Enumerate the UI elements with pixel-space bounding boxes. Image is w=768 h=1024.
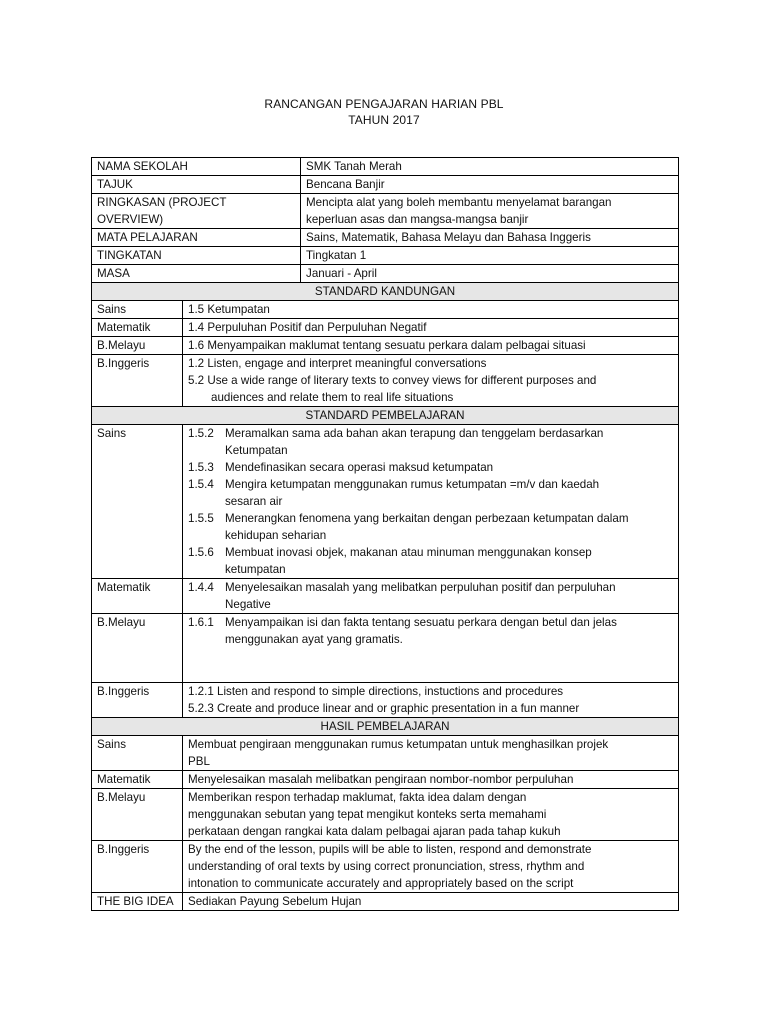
sp-item-number: 1.6.1 [188,616,214,629]
row-hp-matematik [92,771,679,789]
nama-sekolah-value: SMK Tanah Merah [301,158,679,176]
sp-item-number: 1.4.4 [188,581,214,594]
hp-binggeris-line3: intonation to communicate accurately and appropriately based on the script [188,877,574,890]
sp-item-line1: Menyelesaikan masalah yang melibatkan perpuluhan positif dan perpuluhan [225,581,616,594]
sp-sains-item [188,510,673,544]
sp-sains-item [188,425,673,459]
ringkasan-label-line1: RINGKASAN (PROJECT [97,196,227,209]
sp-item-line2: Negative [225,598,271,611]
row-sp-header [92,407,679,425]
row-nama-sekolah [92,158,679,176]
hp-matematik-label: Matematik [92,771,183,789]
sp-item-line1: Menerangkan fenomena yang berkaitan dengan perbezaan ketumpatan dalam [225,512,629,525]
blank-space [188,648,673,682]
mata-pelajaran-value: Sains, Matematik, Bahasa Melayu dan Bahasa Inggeris [301,229,679,247]
mata-pelajaran-label: MATA PELAJARAN [92,229,301,247]
ringkasan-label-line2: OVERVIEW) [97,213,164,226]
row-hp-sains [92,736,679,771]
tajuk-value: Bencana Banjir [301,176,679,194]
row-ringkasan [92,194,679,229]
sp-sains-item [188,544,673,578]
row-sk-header [92,283,679,301]
sp-item-text [225,579,673,613]
hp-sains-label: Sains [92,736,183,771]
row-hp-binggeris [92,841,679,893]
sp-binggeris-line1: 1.2.1 Listen and respond to simple directions, instuctions and procedures [188,685,564,698]
sp-item-number: 1.5.6 [188,546,214,559]
hp-bmelayu-line1: Memberikan respon terhadap maklumat, fakta idea dalam dengan [188,791,527,804]
hp-bmelayu-line2: menggunakan sebutan yang tepat mengikut konteks serta memahami [188,808,547,821]
hp-sains-line1: Membuat pengiraan menggunakan rumus ketumpatan untuk menghasilkan projek [188,738,609,751]
sp-item-text [225,459,673,476]
row-sk-sains [92,301,679,319]
hp-binggeris-label: B.Inggeris [92,841,183,893]
ringkasan-value-line1: Mencipta alat yang boleh membantu menyelamat barangan [306,196,612,209]
standard-pembelajaran-header: STANDARD PEMBELAJARAN [92,407,679,425]
sp-item-line2: Ketumpatan [225,444,288,457]
sp-item-text [225,425,673,459]
row-tingkatan [92,247,679,265]
row-sk-matematik [92,319,679,337]
sp-sains-item [188,459,673,476]
sp-binggeris-line2: 5.2.3 Create and produce linear and or graphic presentation in a fun manner [188,702,580,715]
sp-binggeris-value [183,683,679,718]
ringkasan-label [92,194,301,229]
masa-label: MASA [92,265,301,283]
document-title: RANCANGAN PENGAJARAN HARIAN PBL [264,97,504,111]
row-sp-sains [92,425,679,579]
big-idea-label: THE BIG IDEA [92,893,183,911]
sp-matematik-value [183,579,679,614]
document-year: TAHUN 2017 [348,113,420,127]
row-sk-binggeris [92,355,679,407]
sp-item-line2: menggunakan ayat yang gramatis. [225,633,403,646]
sp-item-line1: Menyampaikan isi dan fakta tentang sesuatu perkara dengan betul dan jelas [225,616,617,629]
sp-item-line1: Meramalkan sama ada bahan akan terapung dan tenggelam berdasarkan [225,427,604,440]
row-mata-pelajaran [92,229,679,247]
row-sk-bmelayu [92,337,679,355]
row-masa [92,265,679,283]
sk-matematik-label: Matematik [92,319,183,337]
sk-binggeris-label: B.Inggeris [92,355,183,407]
sp-item-line2: ketumpatan [225,563,286,576]
sp-sains-item [188,476,673,510]
sp-item-number: 1.5.4 [188,478,214,491]
sp-bmelayu-label: B.Melayu [92,614,183,683]
ringkasan-value-line2: keperluan asas dan mangsa-mangsa banjir [306,213,529,226]
sp-item-number: 1.5.2 [188,427,214,440]
sp-item-line1: Mengira ketumpatan menggunakan rumus ketumpatan =m/v dan kaedah [225,478,600,491]
row-sp-bmelayu [92,614,679,683]
hp-sains-value [183,736,679,771]
sk-binggeris-line2b: audiences and relate them to real life situations [211,391,454,404]
sp-item-line2: kehidupan seharian [225,529,327,542]
row-hp-bmelayu [92,789,679,841]
row-sp-matematik [92,579,679,614]
sp-item-text [225,544,673,578]
row-big-idea [92,893,679,911]
sp-item-number: 1.5.3 [188,461,214,474]
standard-kandungan-header: STANDARD KANDUNGAN [92,283,679,301]
sp-item-text [225,614,673,648]
sk-matematik-value: 1.4 Perpuluhan Positif dan Perpuluhan Negatif [183,319,679,337]
hp-bmelayu-value [183,789,679,841]
sk-sains-value: 1.5 Ketumpatan [183,301,679,319]
sp-item-number: 1.5.5 [188,512,214,525]
sk-bmelayu-label: B.Melayu [92,337,183,355]
hasil-pembelajaran-header: HASIL PEMBELAJARAN [92,718,679,736]
hp-sains-line2: PBL [188,755,210,768]
sk-bmelayu-value: 1.6 Menyampaikan maklumat tentang sesuatu perkara dalam pelbagai situasi [183,337,679,355]
row-tajuk [92,176,679,194]
ringkasan-value [301,194,679,229]
hp-bmelayu-label: B.Melayu [92,789,183,841]
sp-matematik-item [188,579,673,613]
nama-sekolah-label: NAMA SEKOLAH [92,158,301,176]
tajuk-label: TAJUK [92,176,301,194]
hp-bmelayu-line3: perkataan dengan rangkai kata dalam pelbagai ajaran pada tahap kukuh [188,825,561,838]
hp-matematik-value: Menyelesaikan masalah melibatkan pengiraan nombor-nombor perpuluhan [183,771,679,789]
sk-sains-label: Sains [92,301,183,319]
lesson-plan-table [91,157,679,911]
sp-item-text [225,510,673,544]
sk-binggeris-line2a: 5.2 Use a wide range of literary texts to convey views for different purposes and [188,374,597,387]
hp-binggeris-line1: By the end of the lesson, pupils will be able to listen, respond and demonstrate [188,843,592,856]
sp-item-line1: Membuat inovasi objek, makanan atau minuman menggunakan konsep [225,546,592,559]
row-sp-binggeris [92,683,679,718]
sp-matematik-label: Matematik [92,579,183,614]
hp-binggeris-line2: understanding of oral texts by using correct pronunciation, stress, rhythm and [188,860,585,873]
sp-item-text [225,476,673,510]
sp-bmelayu-item [188,614,673,648]
masa-value: Januari - April [301,265,679,283]
sk-binggeris-line1: 1.2 Listen, engage and interpret meaningful conversations [188,357,487,370]
sp-sains-label: Sains [92,425,183,579]
sp-binggeris-label: B.Inggeris [92,683,183,718]
row-hp-header [92,718,679,736]
sp-bmelayu-value [183,614,679,683]
sp-item-line2: sesaran air [225,495,283,508]
big-idea-value: Sediakan Payung Sebelum Hujan [183,893,679,911]
sp-item-line1: Mendefinasikan secara operasi maksud ketumpatan [225,461,494,474]
tingkatan-label: TINGKATAN [92,247,301,265]
tingkatan-value: Tingkatan 1 [301,247,679,265]
sk-binggeris-value [183,355,679,407]
hp-binggeris-value [183,841,679,893]
sp-sains-value [183,425,679,579]
